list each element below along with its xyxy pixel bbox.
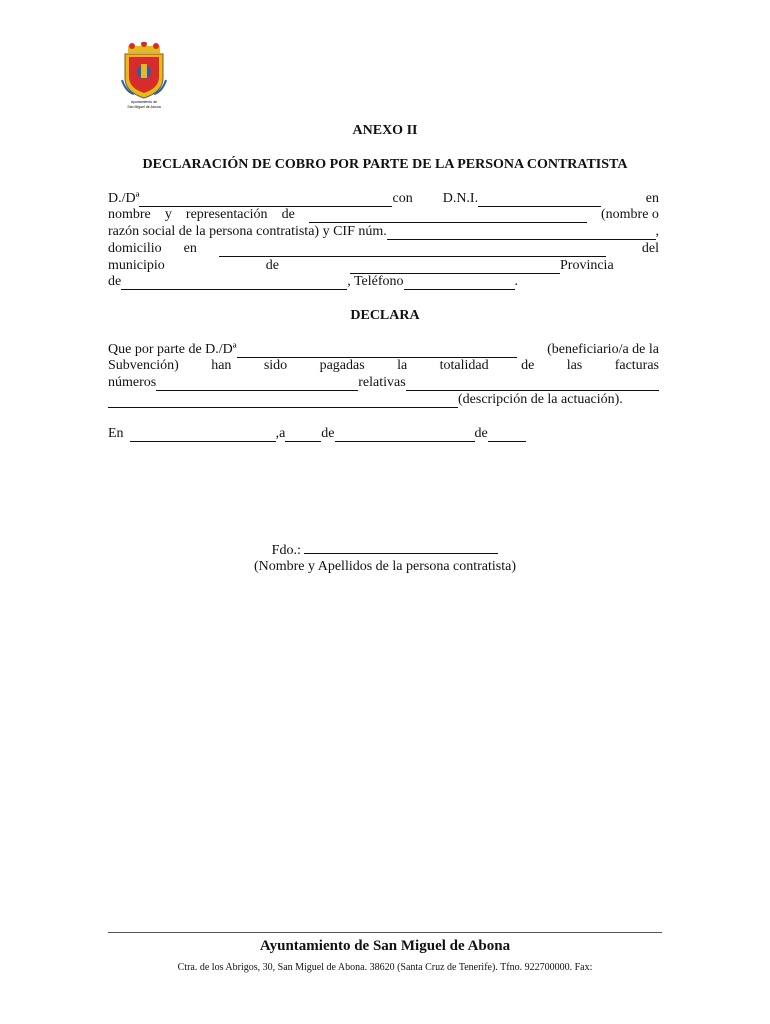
label-con: con — [392, 191, 413, 206]
label-en: en — [645, 191, 659, 206]
blank-facturas[interactable] — [156, 379, 358, 391]
text-que-por-parte: Que por parte de D./Dª — [108, 342, 237, 357]
word-nombre: nombre — [108, 207, 151, 222]
logo-caption-1: Ayuntamiento de — [130, 100, 158, 104]
word-provincia: Provincia — [560, 258, 614, 273]
word-pagadas: pagadas — [319, 358, 365, 373]
word-de: de — [281, 207, 295, 222]
word-numeros: números — [108, 375, 157, 390]
blank-year[interactable] — [488, 430, 526, 442]
word-han: han — [211, 358, 232, 373]
form-line-3 — [108, 224, 659, 240]
blank-name[interactable] — [139, 195, 392, 207]
blank-domicilio[interactable] — [219, 245, 606, 257]
word-las: las — [566, 358, 583, 373]
form-line-6 — [108, 274, 659, 290]
word-del: del — [641, 241, 659, 256]
word-de-2: de — [265, 258, 279, 273]
period: . — [514, 274, 519, 289]
footer-title: Ayuntamiento de San Miguel de Abona — [259, 938, 511, 954]
form-line-4 — [108, 241, 659, 257]
footer-address: Ctra. de los Abrigos, 30, San Miguel de Abona. 38620 (Santa Cruz de Tenerife). Tfno. 922700000. Fax: — [177, 962, 593, 973]
body-line-3 — [108, 375, 659, 391]
document-title: ANEXO II — [352, 123, 418, 138]
word-totalidad: totalidad — [439, 358, 489, 373]
coat-of-arms-logo — [120, 42, 168, 110]
blank-cif[interactable] — [387, 228, 656, 240]
body-line-1 — [108, 342, 659, 358]
word-y: y — [164, 207, 172, 222]
label-dname: D./Dª — [108, 191, 140, 206]
signature-line — [0, 542, 770, 559]
text-razon-social: razón social de la persona contratista) y CIF núm. — [108, 224, 387, 239]
blank-telefono[interactable] — [404, 278, 515, 290]
label-telefono: , Teléfono — [347, 274, 404, 289]
word-en-place: En — [108, 426, 124, 441]
blank-relativas[interactable] — [406, 379, 659, 391]
word-subvencion: Subvención) — [108, 358, 179, 373]
word-de-month: de — [321, 426, 335, 441]
word-en: en — [183, 241, 197, 256]
word-de-4: de — [521, 358, 535, 373]
signature-caption: (Nombre y Apellidos de la persona contratista) — [253, 559, 517, 574]
label-fdo: Fdo.: — [271, 543, 301, 558]
word-sido: sido — [263, 358, 288, 373]
place-date-line — [108, 426, 659, 442]
form-line-1 — [108, 191, 659, 207]
blank-dni[interactable] — [478, 195, 601, 207]
form-line-2 — [108, 207, 659, 223]
form-line-5 — [108, 258, 659, 274]
blank-place[interactable] — [130, 430, 276, 442]
blank-descripcion[interactable] — [108, 396, 458, 408]
document-subtitle: DECLARACIÓN DE COBRO POR PARTE DE LA PERSONA CONTRATISTA — [142, 157, 628, 172]
word-facturas: facturas — [614, 358, 659, 373]
comma: , — [655, 224, 659, 239]
body-line-4 — [108, 392, 659, 408]
word-municipio: municipio — [108, 258, 165, 273]
blank-provincia[interactable] — [121, 278, 347, 290]
word-a: ,a — [275, 426, 286, 441]
word-de-year: de — [474, 426, 488, 441]
declara-heading: DECLARA — [350, 308, 420, 323]
blank-day[interactable] — [285, 430, 321, 442]
word-relativas: relativas — [358, 375, 406, 390]
blank-month[interactable] — [335, 430, 475, 442]
blank-municipio[interactable] — [350, 262, 560, 274]
text-beneficiario: (beneficiario/a de la — [547, 342, 659, 357]
word-nombre-o: (nombre o — [601, 207, 659, 222]
word-de-3: de — [108, 274, 122, 289]
label-dni: D.N.I. — [442, 191, 479, 206]
footer-divider — [108, 932, 662, 933]
blank-beneficiario[interactable] — [237, 346, 517, 358]
body-line-2 — [108, 358, 659, 374]
blank-signature[interactable] — [304, 542, 498, 554]
blank-representacion[interactable] — [309, 211, 587, 223]
word-domicilio: domicilio — [108, 241, 162, 256]
text-descripcion: (descripción de la actuación). — [458, 392, 623, 407]
word-la: la — [397, 358, 408, 373]
logo-caption-2: San Miguel de Abona — [127, 105, 161, 109]
word-representacion: representación — [185, 207, 268, 222]
